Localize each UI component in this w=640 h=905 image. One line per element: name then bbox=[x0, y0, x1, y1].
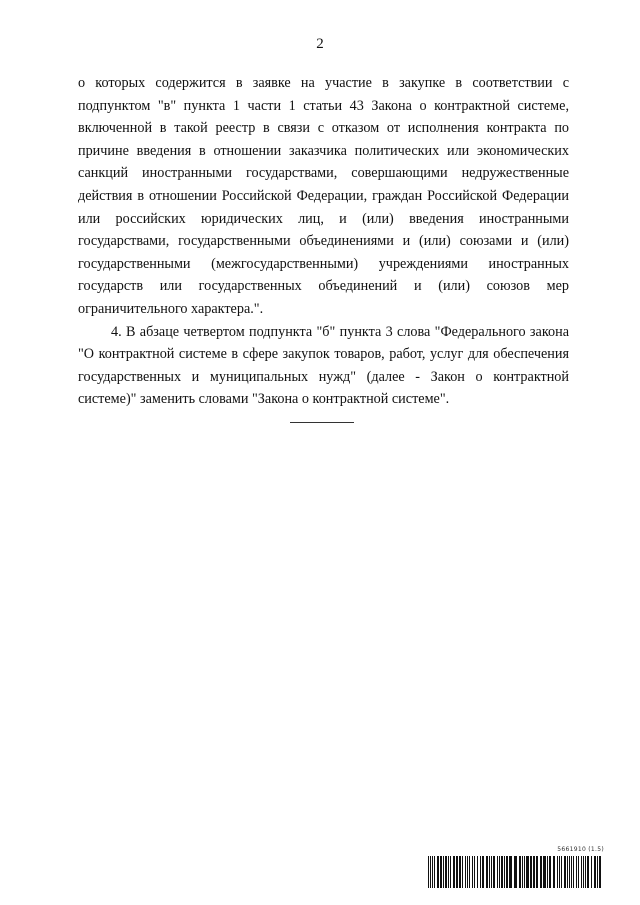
page-number: 2 bbox=[316, 36, 324, 52]
barcode-caption: 5661910 (1.5) bbox=[557, 846, 604, 853]
end-of-text-rule bbox=[290, 422, 354, 423]
document-body bbox=[78, 72, 569, 411]
barcode-icon bbox=[428, 856, 604, 888]
paragraph-item-4: 4. В абзаце четвертом подпункта "б" пункта 3 слова "Федерального закона "О контрактной системе в сфере закупок товаров, работ, услуг для обеспечения государственных и муниципальных нужд" (далее - Закон о контрактной системе)" заменить словами "Закона о контрактной системе". bbox=[78, 323, 569, 408]
paragraph-continuation: о которых содержится в заявке на участие в закупке в соответствии с подпунктом "в" пункта 1 части 1 статьи 43 Закона о контрактной системе, включенной в такой реестр в связи с отказом от исполнения контракта по причине введения в отношении заказчика политических или экономических санкций иностранными государствами, совершающими недружественные действия в отношении Российской Федерации, граждан Российской Федерации или российских юридических лиц, и (или) введения иностранными государствами, государственными объединениями и (или) союзами и (или) государственными (межгосударственными) учреждениями иностранных государств или государственных объединений и (или) союзов мер ограничительного характера.". bbox=[78, 75, 569, 317]
document-barcode bbox=[428, 846, 604, 890]
